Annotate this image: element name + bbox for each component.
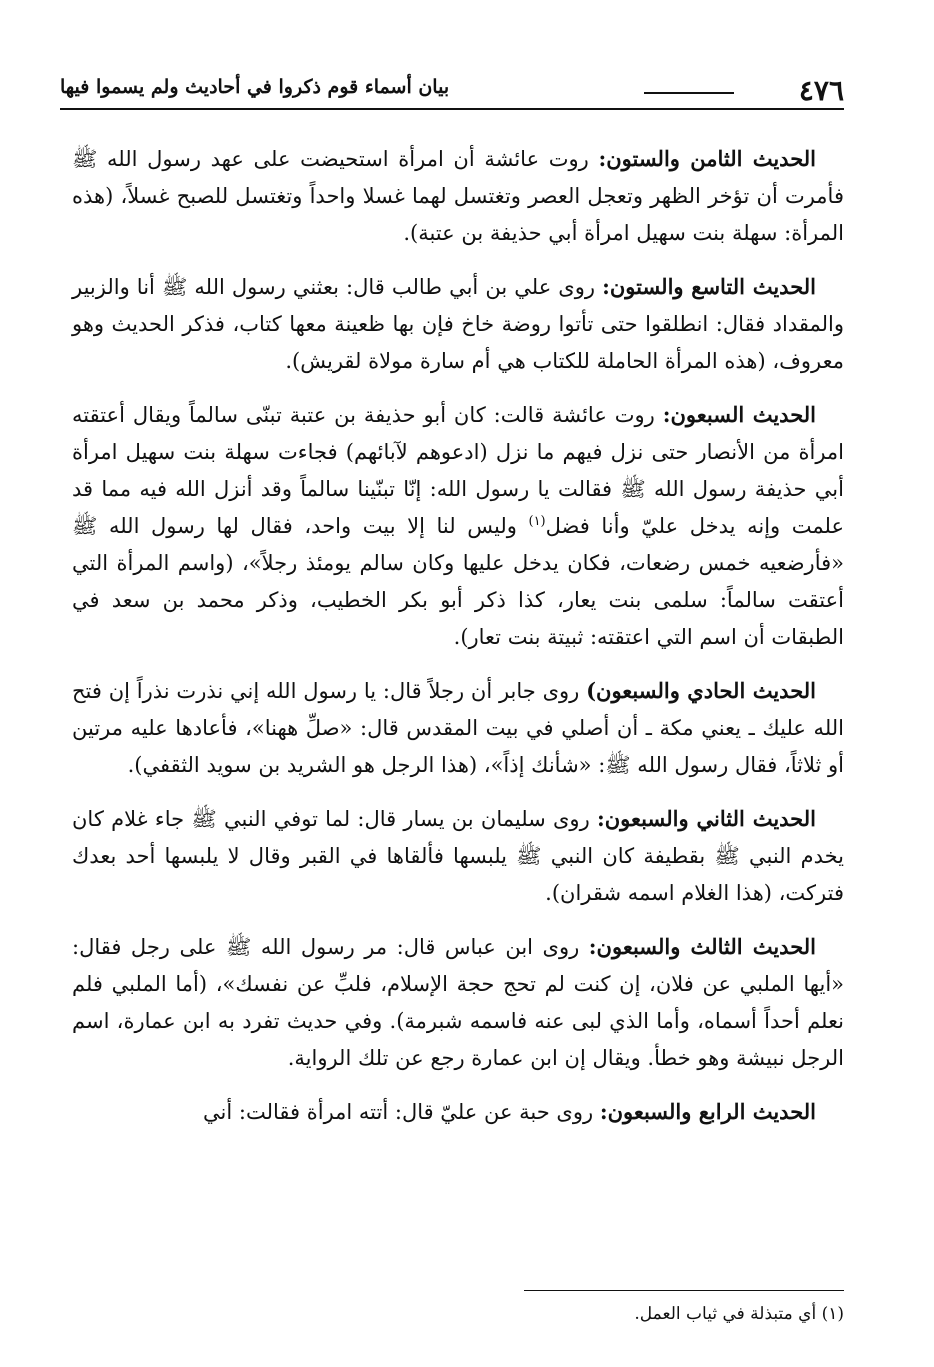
hadith-title: الحديث الثاني والسبعون: <box>596 806 816 831</box>
footnote-text: أي متبذلة في ثياب العمل. <box>634 1304 817 1324</box>
hadith-title: الحديث الحادي والسبعون) <box>586 678 816 703</box>
footnote-separator <box>524 1290 844 1291</box>
header-underline <box>60 108 844 110</box>
hadith-title: الحديث التاسع والستون: <box>602 274 816 299</box>
hadith-paragraph <box>72 1093 844 1131</box>
hadith-text: روى سليمان بن يسار قال: لما توفي النبي ﷺ جاء غلام كان يخدم النبي ﷺ بقطيفة كان النبي ﷺ يلبسها فألقاها في القبر وقال لا يلبسها أحد بعدك فتركت، (هذا الغلام اسمه شقران). <box>72 807 844 905</box>
hadith-text-continued: وليس لنا إلا بيت واحد، فقال لها رسول الله ﷺ «فأرضعيه خمس رضعات، فكان يدخل عليها وكان سالم يومئذ رجلاً»، (واسم المرأة التي أعتقت سالماً: سلمى بنت يعار، كذا ذكر أبو بكر الخطيب، وذكر محمد بن سعد في الطبقات أن اسم التي اعتقته: ثبيتة بنت تعار). <box>72 514 844 649</box>
hadith-text: روى جابر أن رجلاً قال: يا رسول الله إني نذرت نذراً إن فتح الله عليك ـ يعني مكة ـ أن أصلي في بيت المقدس قال: «صلِّ ههنا»، فأعادها عليه مرتين أو ثلاثاً، فقال رسول الله ﷺ: «شأنك إذاً»، (هذا الرجل هو الشريد بن سويد الثقفي). <box>72 679 844 777</box>
hadith-text: روت عائشة أن امرأة استحيضت على عهد رسول الله ﷺ فأمرت أن تؤخر الظهر وتعجل العصر وتغتسل لهما غسلا واحداً وتغتسل للصبح غسلاً، (هذه المرأة: سهلة بنت سهيل امرأة أبي حذيفة بن عتبة). <box>72 147 844 245</box>
hadith-title: الحديث الرابع والسبعون: <box>599 1099 816 1124</box>
footnote-number: (١) <box>821 1304 844 1324</box>
main-text <box>72 140 844 1147</box>
hadith-paragraph <box>72 396 844 656</box>
running-header <box>60 70 844 106</box>
hadith-title: الحديث الثامن والستون: <box>598 146 816 171</box>
footnote-reference: (١) <box>528 514 546 529</box>
hadith-text: روى علي بن أبي طالب قال: بعثني رسول الله ﷺ أنا والزبير والمقداد فقال: انطلقوا حتى تأتوا روضة خاخ فإن بها ظعينة معها كتاب، فذكر الحديث وهو معروف، (هذه المرأة الحاملة للكتاب هي أم سارة مولاة لقريش). <box>72 275 844 373</box>
footnote <box>72 1300 844 1328</box>
page-number: ٤٧٦ <box>798 74 844 107</box>
hadith-text: روى ابن عباس قال: مر رسول الله ﷺ على رجل فقال: «أيها الملبي عن فلان، إن كنت لم تحج حجة الإسلام، فلبِّ عن نفسك»، (أما الملبي فلم نعلم أحداً أسماه، وأما الذي لبى عنه فاسمه شبرمة). وفي حديث تفرد به ابن عمارة، اسم الرجل نبيشة وهو خطأ. ويقال إن ابن عمارة رجع عن تلك الرواية. <box>72 935 844 1070</box>
hadith-paragraph <box>72 672 844 784</box>
hadith-paragraph <box>72 928 844 1077</box>
running-title: بيان أسماء قوم ذكروا في أحاديث ولم يسموا فيها <box>60 76 450 98</box>
hadith-title: الحديث السبعون: <box>662 402 816 427</box>
hadith-title: الحديث الثالث والسبعون: <box>588 934 816 959</box>
hadith-paragraph <box>72 140 844 252</box>
hadith-text: روى حبة عن عليّ قال: أتته امرأة فقالت: أني <box>203 1100 600 1124</box>
hadith-paragraph <box>72 268 844 380</box>
hadith-text: روت عائشة قالت: كان أبو حذيفة بن عتبة تبنّى سالماً ويقال أعتقته امرأة من الأنصار حتى نزل فيهم ما نزل (ادعوهم لآبائهم) فجاءت سهلة بنت سهيل امرأة أبي حذيفة رسول الله ﷺ فقالت يا رسول الله: إنّا تبنّينا سالماً وقد أنزل الله فيه مما قد علمت وإنه يدخل عليّ وأنا فضل <box>72 403 844 538</box>
hadith-paragraph <box>72 800 844 912</box>
header-dash-rule <box>644 92 734 94</box>
